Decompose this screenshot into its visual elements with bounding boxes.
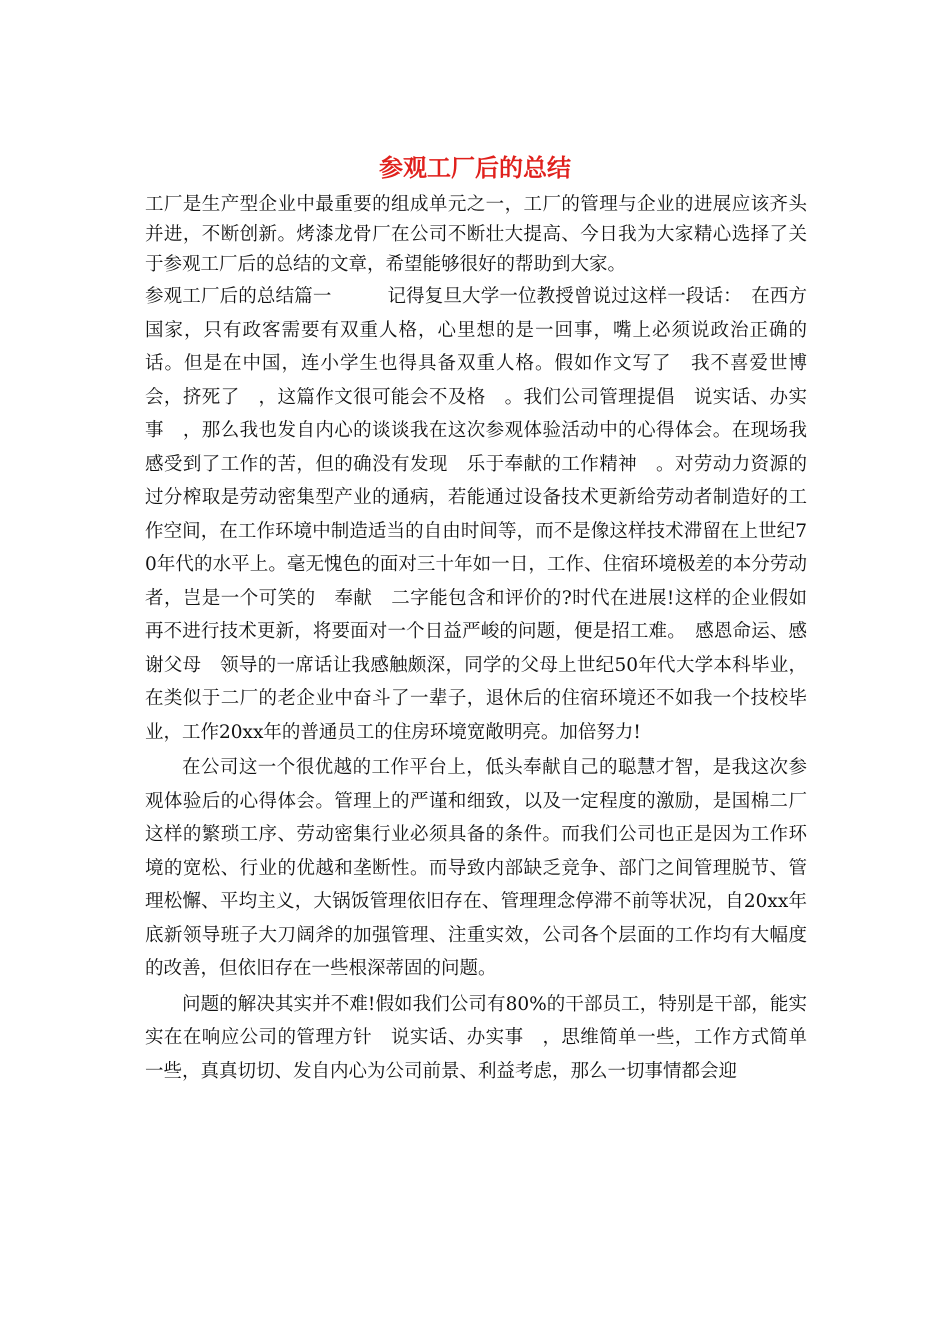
- body-paragraph-2: 在公司这一个很优越的工作平台上，低头奉献自己的聪慧才智，是我这次参观体验后的心得体会。管理上的严谨和细致，以及一定程度的激励，是国棉二厂这样的繁琐工序、劳动密集行业必须具备的条件。而我们公司也正是因为工作环境的宽松、行业的优越和垄断性。而导致内部缺乏竞争、部门之间管理脱节、管理松懈、平均主义，大锅饭管理依旧存在、管理理念停滞不前等状况，自20xx年底新领导班子大刀阔斧的加强管理、注重实效，公司各个层面的工作均有大幅度的改善，但依旧存在一些根深蒂固的问题。: [145, 757, 807, 979]
- intro-paragraph: 工厂是生产型企业中最重要的组成单元之一，工厂的管理与企业的进展应该齐头并进，不断创新。烤漆龙骨厂在公司不断壮大提高、今日我为大家精心选择了关于参观工厂后的总结的文章，希望能够很好的帮助到大家。: [145, 194, 807, 275]
- body-paragraph-1: 参观工厂后的总结篇一 记得复旦大学一位教授曾说过这样一段话： 在西方国家，只有政客需要有双重人格，心里想的是一回事，嘴上必须说政治正确的话。但是在中国，连小学生也得具备双重人格。假如作文写了 我不喜爱世博会，挤死了 ，这篇作文很可能会不及格 。我们公司管理提倡 说实话、办实事 ，那么我也发自内心的谈谈我在这次参观体验活动中的心得体会。在现场我感受到了工作的苦，但的确没有发现 乐于奉献的工作精神 。对劳动力资源的过分榨取是劳动密集型产业的通病，若能通过设备技术更新给劳动者制造好的工作空间，在工作环境中制造适当的自由时间等，而不是像这样技术滞留在上世纪70年代的水平上。毫无愧色的面对三十年如一日，工作、住宿环境极差的本分劳动者，岂是一个可笑的 奉献 二字能包含和评价的?时代在进展!这样的企业假如再不进行技术更新，将要面对一个日益严峻的问题，便是招工难。 感恩命运、感谢父母 领导的一席话让我感触颇深，同学的父母上世纪50年代大学本科毕业，在类似于二厂的老企业中奋斗了一辈子，退休后的住宿环境还不如我一个技校毕业，工作20xx年的普通员工的住房环境宽敞明亮。加倍努力!: [145, 286, 807, 743]
- document-title: 参观工厂后的总结: [379, 154, 571, 182]
- document-body: [145, 190, 807, 1088]
- body-paragraph-3: 问题的解决其实并不难!假如我们公司有80%的干部员工，特别是干部，能实实在在响应公司的管理方针 说实话、办实事 ，思维简单一些，工作方式简单一些，真真切切、发自内心为公司前景、利益考虑，那么一切事情都会迎: [145, 993, 807, 1082]
